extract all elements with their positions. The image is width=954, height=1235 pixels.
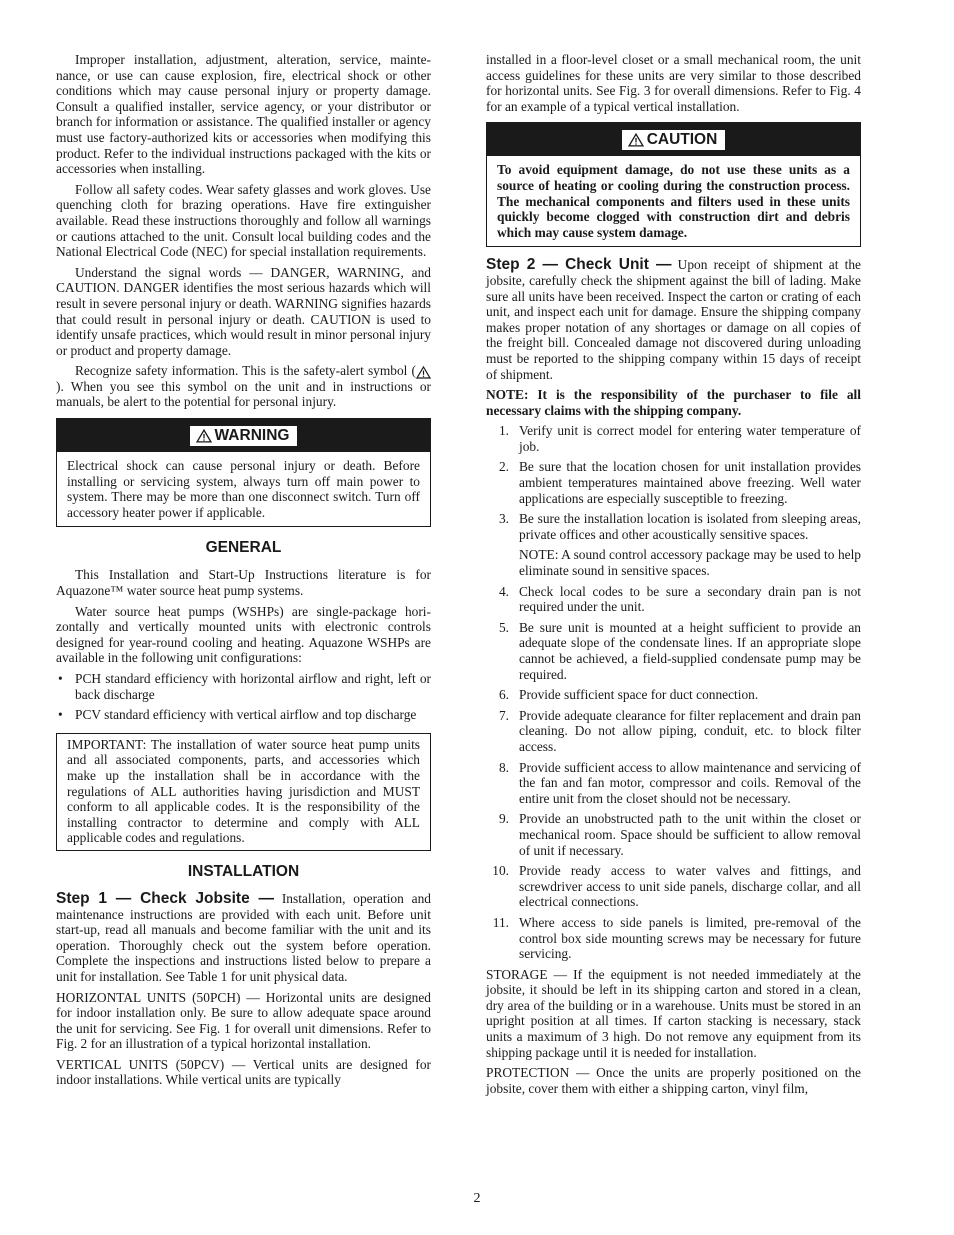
warning-header bbox=[57, 419, 430, 452]
warning-label: WARNING bbox=[189, 425, 299, 447]
sound-note: NOTE: A sound control accessory package may be used to help eliminate sound in sensitive spaces. bbox=[519, 547, 861, 579]
claims-note: NOTE: It is the responsibility of the purchaser to file all necessary claims with the shipping company. bbox=[486, 387, 861, 418]
list-item: • PCV standard efficiency with vertical airflow and top discharge bbox=[58, 707, 417, 723]
list-item: 2. Be sure that the location chosen for unit installation provides ambient temperatures maintained above freezing. Well water applications are especially susceptible to freezing. bbox=[498, 459, 861, 506]
left-column bbox=[56, 52, 431, 1093]
caution-label: CAUTION bbox=[621, 129, 727, 151]
step2-paragraph: Step 2 — Check Unit — Upon receipt of shipment at the jobsite, carefully check the shipment against the bill of lading. Make sure all units have been received. Inspect the carton or crating of each unit, and inspect each unit for damage. Ensure the shipping company makes proper notation of any shortages or damage on all copies of the freight bill. Concealed damage not discovered during unloading must be reported to the shipping company within 15 days of receipt of shipment. bbox=[486, 256, 861, 382]
step1-title: Step 1 — Check Jobsite — bbox=[56, 889, 274, 907]
list-item: 1. Verify unit is correct model for entering water temperature of job. bbox=[498, 423, 861, 454]
safety-alert-paragraph: Recognize safety information. This is the safety-alert symbol (). When you see this symbol on the unit and in instructions or manuals, be alert to the potential for personal injury. bbox=[56, 363, 431, 410]
right-column bbox=[486, 52, 861, 1101]
warning-text: Electrical shock can cause personal injury or death. Before installing or servicing system, always turn off main power to system. There may be more than one disconnect switch. Turn off accessory heater power if applicable. bbox=[67, 458, 420, 520]
list-item: 11. Where access to side panels is limited, pre-removal of the control box side mounting screws may be necessary for future servicing. bbox=[492, 914, 861, 962]
check-unit-list bbox=[486, 423, 861, 542]
installation-heading: INSTALLATION bbox=[187, 862, 300, 880]
list-item: 5. Be sure unit is mounted at a height sufficient to provide an adequate slope of the condensate lines. If an appropriate slope cannot be achieved, a field-supplied condensate pump may be required. bbox=[498, 619, 861, 682]
important-box bbox=[56, 733, 431, 851]
general-paragraph-2: Water source heat pumps (WSHPs) are single-package horizontally and vertically mounted units with electronic controls designed for year-round cooling and heating. Aquazone WSHPs are available in the following unit configurations: bbox=[56, 603, 431, 666]
list-item: 9. Provide an unobstructed path to the unit within the closet or mechanical room. Space should be sufficient to allow removal of unit if necessary. bbox=[498, 811, 861, 858]
list-item: 6. Provide sufficient space for duct connection. bbox=[498, 687, 759, 703]
vertical-units-paragraph: VERTICAL UNITS (50PCV) — Vertical units are designed for indoor installations. While vertical units are typically bbox=[56, 1056, 431, 1088]
horizontal-units-paragraph: HORIZONTAL UNITS (50PCH) — Horizontal units are designed for indoor installation only. Be sure to allow adequate space around the unit for servicing. See Fig. 1 for overall unit dimensions. Refer to Fig. 2 for an illustration of a typical horizontal installation. bbox=[56, 989, 431, 1052]
warning-box bbox=[56, 418, 431, 527]
safety-alert-icon bbox=[416, 366, 431, 379]
list-item: 4. Check local codes to be sure a secondary drain pan is not required under the unit. bbox=[498, 583, 861, 615]
list-item: 8. Provide sufficient access to allow maintenance and servicing of the fan and fan motor, compressor and coils. Removal of the entire unit from the closet should not be necessary. bbox=[498, 759, 861, 806]
general-heading: GENERAL bbox=[205, 539, 282, 557]
list-item: 3. Be sure the installation location is isolated from sleeping areas, private offices and other acoustically sensitive spaces. bbox=[498, 511, 861, 542]
step2-title: Step 2 — Check Unit — bbox=[486, 256, 672, 274]
check-unit-list-continued bbox=[486, 584, 861, 962]
intro-paragraph: Improper installation, adjustment, alteration, service, maintenance, or use can cause explosion, fire, electrical shock or other conditions which may cause personal injury or property damage. Consult a qualified installer, service agency, or your distributor or branch for information or assistance. The qualified installer or agency must use factory-authorized kits or accessories when modifying this product. Refer to the individual instructions packaged with the kits or accessories when installing. bbox=[56, 52, 431, 177]
caution-alert-icon bbox=[628, 133, 644, 147]
list-item: 7. Provide adequate clearance for filter replacement and drain pan cleaning. Do not allow piping, conduit, etc. to block filter access. bbox=[498, 707, 861, 754]
caution-text: To avoid equipment damage, do not use these units as a source of heating or cooling during the construction process. The mechanical components and filters used in these units quickly become clogged with construction dirt and debris which may cause system damage. bbox=[497, 162, 850, 240]
list-item: 10. Provide ready access to water valves and fittings, and screwdriver access to unit side panels, discharge collar, and all electrical connections. bbox=[492, 863, 861, 910]
signal-words-paragraph: Understand the signal words — DANGER, WARNING, and CAUTION. DANGER identifies the most serious hazards which will result in severe personal injury or death. WARNING signifies hazards that could result in personal injury or death. CAUTION is used to identify unsafe practices, which would result in minor personal injury or product and property damage. bbox=[56, 264, 431, 358]
general-paragraph-1: This Installation and Start-Up Instructions literature is for Aquazone™ water source heat pump systems. bbox=[56, 567, 431, 599]
important-text: IMPORTANT: The installation of water source heat pump units and all associated components, parts, and accessories which make up the installation shall be in accordance with the regulations of ALL authorities having jurisdiction and MUST conform to all applicable codes. It is the responsibility of the installing contractor to determine and comply with ALL applicable codes and regulations. bbox=[67, 736, 420, 846]
protection-paragraph: PROTECTION — Once the units are properly positioned on the jobsite, cover them with either a shipping carton, vinyl film, bbox=[486, 1065, 861, 1096]
configuration-list bbox=[56, 671, 431, 723]
list-item: • PCH standard efficiency with horizontal airflow and right, left or back discharge bbox=[58, 671, 431, 702]
step1-paragraph: Step 1 — Check Jobsite — Installation, operation and maintenance instructions are provided with each unit. Before unit start-up, read all manuals and become familiar with the unit and its operation. Thoroughly check out the system before operation. Complete the inspections and instructions listed below to prepare a unit for installation. See Table 1 for unit physical data. bbox=[56, 889, 431, 984]
page-number: 2 bbox=[473, 1191, 481, 1206]
storage-paragraph: STORAGE — If the equipment is not needed immediately at the jobsite, it should be left in its shipping carton and stored in a clean, dry area of the building or in a warehouse. Units must be stored in an upright position at all times. If carton stacking is necessary, stack units a maximum of 3 high. Do not remove any equipment from its shipping package until it is needed for installation. bbox=[486, 966, 861, 1060]
safety-codes-paragraph: Follow all safety codes. Wear safety glasses and work gloves. Use quenching cloth for brazing operations. Have fire extinguisher available. Read these instructions thoroughly and follow all warnings or cautions attached to the unit. Consult local building codes and the National Electrical Code (NEC) for special installation requirements. bbox=[56, 181, 431, 260]
vertical-continued-paragraph: installed in a floor-level closet or a small mechanical room, the unit access guidelines for these units are very similar to those described for horizontal units. See Fig. 3 for overall dimensions. Refer to Fig. 4 for an example of a typical vertical installation. bbox=[486, 52, 861, 114]
warning-alert-icon bbox=[196, 429, 212, 443]
caution-box bbox=[486, 122, 861, 247]
caution-header bbox=[487, 123, 860, 156]
